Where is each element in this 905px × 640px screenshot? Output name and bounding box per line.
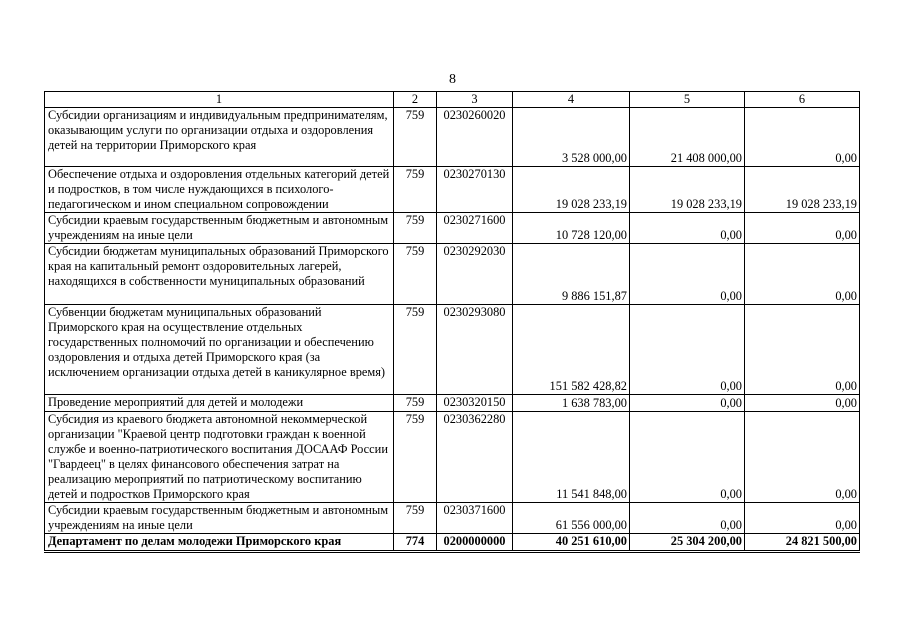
total-row (45, 534, 860, 552)
row-value-6: 0,00 (745, 244, 860, 305)
row-value-5: 0,00 (630, 213, 745, 244)
row-value-4: 61 556 000,00 (513, 503, 630, 534)
row-value-5: 19 028 233,19 (630, 167, 745, 213)
row-code: 759 (394, 244, 437, 305)
row-value-5: 0,00 (630, 395, 745, 412)
row-value-4: 151 582 428,82 (513, 305, 630, 395)
row-code: 759 (394, 213, 437, 244)
column-header: 6 (745, 92, 860, 108)
table-row (45, 305, 860, 395)
row-target: 0230260020 (437, 108, 513, 167)
row-name: Субсидия из краевого бюджета автономной некоммерческой организации "Краевой центр подготовки граждан к военной службе и военно-патриотического воспитания ДОСААФ России "Гвардеец" в целях финансового обеспечения затрат на реализацию мероприятий по патриотическому воспитанию детей и подростков Приморского края (45, 412, 394, 503)
row-value-5: 0,00 (630, 503, 745, 534)
row-value-5: 0,00 (630, 244, 745, 305)
row-value-5: 0,00 (630, 412, 745, 503)
row-name: Проведение мероприятий для детей и молодежи (45, 395, 394, 412)
row-code: 759 (394, 305, 437, 395)
row-value-5: 21 408 000,00 (630, 108, 745, 167)
total-value-4: 40 251 610,00 (513, 534, 630, 552)
row-value-4: 3 528 000,00 (513, 108, 630, 167)
row-target: 0230293080 (437, 305, 513, 395)
row-target: 0230320150 (437, 395, 513, 412)
row-target: 0230271600 (437, 213, 513, 244)
row-name: Субсидии бюджетам муниципальных образований Приморского края на капитальный ремонт оздоровительных лагерей, находящихся в собственности муниципальных образований (45, 244, 394, 305)
table-row (45, 167, 860, 213)
column-header: 4 (513, 92, 630, 108)
row-value-4: 9 886 151,87 (513, 244, 630, 305)
column-header: 1 (45, 92, 394, 108)
row-value-6: 0,00 (745, 213, 860, 244)
total-value-6: 24 821 500,00 (745, 534, 860, 552)
row-code: 759 (394, 412, 437, 503)
row-value-6: 19 028 233,19 (745, 167, 860, 213)
row-target: 0230270130 (437, 167, 513, 213)
table-row (45, 108, 860, 167)
row-value-4: 11 541 848,00 (513, 412, 630, 503)
total-value-5: 25 304 200,00 (630, 534, 745, 552)
row-value-4: 19 028 233,19 (513, 167, 630, 213)
row-value-4: 1 638 783,00 (513, 395, 630, 412)
row-value-6: 0,00 (745, 503, 860, 534)
row-value-4: 10 728 120,00 (513, 213, 630, 244)
row-value-6: 0,00 (745, 305, 860, 395)
total-name: Департамент по делам молодежи Приморского края (45, 534, 394, 552)
total-target: 0200000000 (437, 534, 513, 552)
row-name: Субсидии организациям и индивидуальным предпринимателям, оказывающим услуги по организации отдыха и оздоровления детей на территории Приморского края (45, 108, 394, 167)
total-code: 774 (394, 534, 437, 552)
row-code: 759 (394, 108, 437, 167)
row-value-6: 0,00 (745, 412, 860, 503)
table-row (45, 244, 860, 305)
row-code: 759 (394, 395, 437, 412)
row-value-6: 0,00 (745, 395, 860, 412)
budget-table (44, 91, 860, 553)
column-header: 5 (630, 92, 745, 108)
row-target: 0230362280 (437, 412, 513, 503)
table-row (45, 213, 860, 244)
row-value-5: 0,00 (630, 305, 745, 395)
row-name: Обеспечение отдыха и оздоровления отдельных категорий детей и подростков, в том числе нуждающихся в психолого-педагогическом и ином специальном сопровождении (45, 167, 394, 213)
row-name: Субсидии краевым государственным бюджетным и автономным учреждениям на иные цели (45, 503, 394, 534)
table-row (45, 503, 860, 534)
row-name: Субсидии краевым государственным бюджетным и автономным учреждениям на иные цели (45, 213, 394, 244)
row-name: Субвенции бюджетам муниципальных образований Приморского края на осуществление отдельных государственных полномочий по организации и обеспечению оздоровления и отдыха детей Приморского края (за исключением организации отдыха детей в каникулярное время) (45, 305, 394, 395)
row-code: 759 (394, 503, 437, 534)
table-row (45, 395, 860, 412)
table-header-row (45, 92, 860, 108)
row-code: 759 (394, 167, 437, 213)
table-row (45, 412, 860, 503)
row-value-6: 0,00 (745, 108, 860, 167)
row-target: 0230292030 (437, 244, 513, 305)
column-header: 2 (394, 92, 437, 108)
page-number: 8 (449, 72, 456, 87)
column-header: 3 (437, 92, 513, 108)
row-target: 0230371600 (437, 503, 513, 534)
